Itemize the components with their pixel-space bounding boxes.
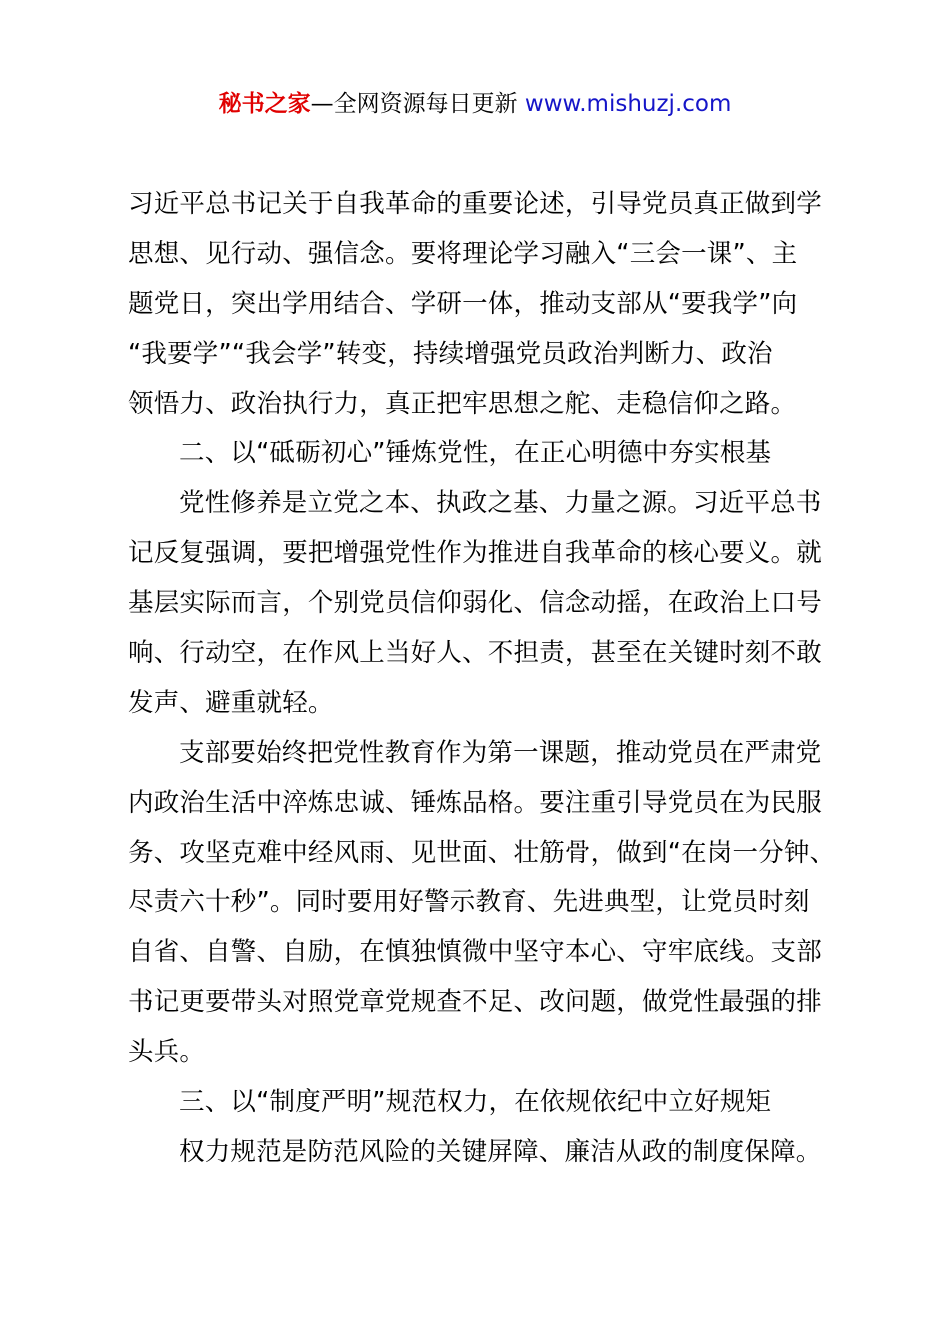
text-line: 头兵。 (128, 1037, 206, 1068)
site-brand: 秘书之家 (218, 91, 311, 117)
site-header (0, 86, 950, 122)
document-body (128, 180, 840, 1178)
text-line: 尽责六十秒”。同时要用好警示教育、先进典型，让党员时刻 (128, 887, 810, 918)
text-line: 党性修养是立党之本、执政之基、力量之源。习近平总书 (179, 488, 822, 519)
text-line: 记反复强调，要把增强党性作为推进自我革命的核心要义。就 (128, 538, 822, 569)
text-line: 基层实际而言，个别党员信仰弱化、信念动摇，在政治上口号 (128, 588, 822, 619)
text-line: “我要学”“我会学”转变，持续增强党员政治判断力、政治 (128, 338, 773, 369)
text-line: 领悟力、政治执行力，真正把牢思想之舵、走稳信仰之路。 (128, 388, 797, 419)
text-line: 权力规范是防范风险的关键屏障、廉洁从政的制度保障。 (179, 1136, 822, 1167)
text-line: 内政治生活中淬炼忠诚、锤炼品格。要注重引导党员在为民服 (128, 787, 822, 818)
text-line: 习近平总书记关于自我革命的重要论述，引导党员真正做到学 (128, 189, 822, 219)
section-heading: 二、以“砥砺初心”锤炼党性，在正心明德中夯实根基 (179, 438, 772, 469)
section-heading: 三、以“制度严明”规范权力，在依规依纪中立好规矩 (179, 1087, 772, 1118)
text-line: 自省、自警、自励，在慎独慎微中坚守本心、守牢底线。支部 (128, 937, 822, 968)
text-line: 思想、见行动、强信念。要将理论学习融入“三会一课”、主 (128, 238, 798, 269)
text-line: 响、行动空，在作风上当好人、不担责，甚至在关键时刻不敢 (128, 638, 822, 669)
text-line: 支部要始终把党性教育作为第一课题，推动党员在严肃党 (179, 737, 822, 768)
text-line: 务、攻坚克难中经风雨、见世面、壮筋骨，做到“在岗一分钟、 (128, 837, 836, 868)
site-url-link[interactable]: www.mishuzj.com (524, 91, 732, 117)
text-line: 书记更要带头对照党章党规查不足、改问题，做党性最强的排 (128, 987, 822, 1018)
site-tagline: —全网资源每日更新 (310, 91, 525, 117)
text-line: 题党日，突出学用结合、学研一体，推动支部从“要我学”向 (128, 288, 798, 319)
text-line: 发声、避重就轻。 (128, 687, 334, 718)
